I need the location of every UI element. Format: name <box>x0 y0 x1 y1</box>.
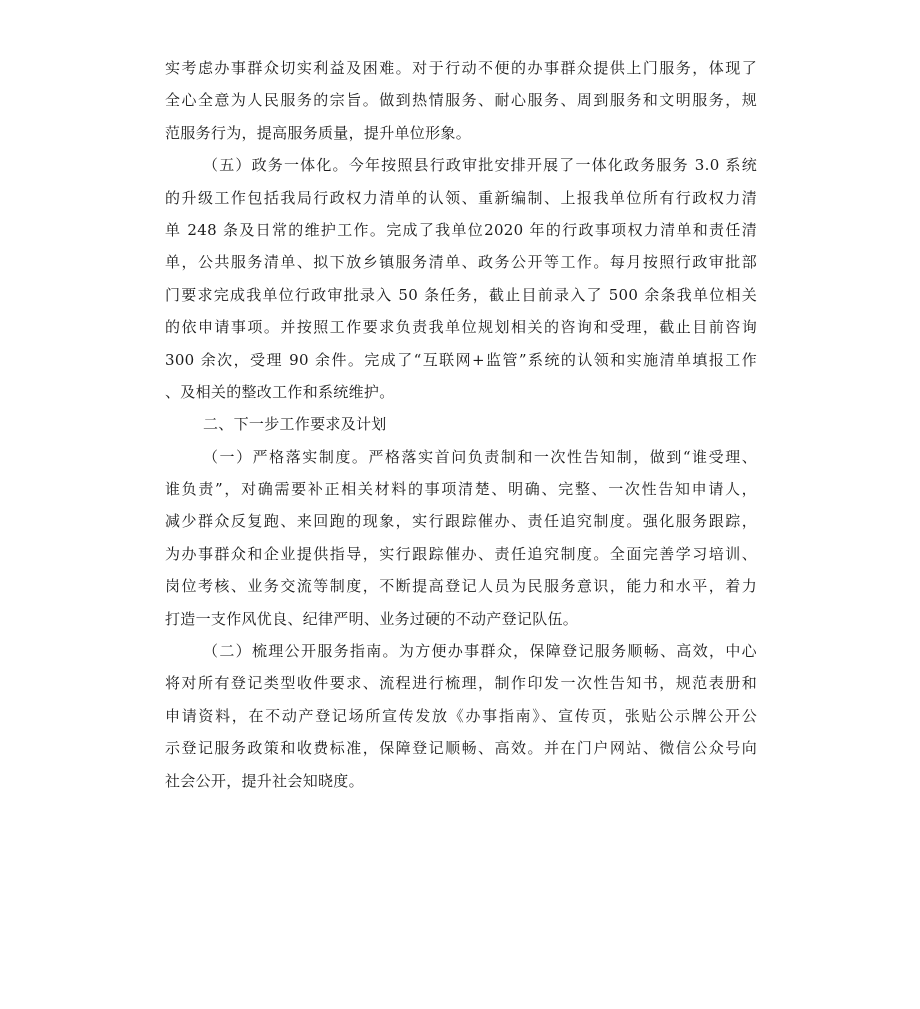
text-line: 打造一支作风优良、纪律严明、业务过硬的不动产登记队伍。 <box>165 609 579 628</box>
text-line: （一）严格落实制度。严格落实首问负责制和一次性告知制，做到“谁受理、 <box>203 447 757 466</box>
text-line: （二）梳理公开服务指南。为方便办事群众，保障登记服务顺畅、高效，中心 <box>203 642 757 661</box>
text-line: 社会公开，提升社会知晓度。 <box>165 771 364 790</box>
text-line: 为办事群众和企业提供指导，实行跟踪催办、责任追究制度。全面完善学习培训、 <box>165 544 757 563</box>
document-body <box>165 52 757 797</box>
text-line: 单，公共服务清单、拟下放乡镇服务清单、政务公开等工作。每月按照行政审批部 <box>165 253 757 272</box>
text-line: 的升级工作包括我局行政权力清单的认领、重新编制、上报我单位所有行政权力清 <box>165 188 757 207</box>
text-line: 的依申请事项。并按照工作要求负责我单位规划相关的咨询和受理，截止目前咨询 <box>165 318 757 337</box>
text-line: 全心全意为人民服务的宗旨。做到热情服务、耐心服务、周到服务和文明服务，规 <box>165 91 757 110</box>
text-line: 示登记服务政策和收费标准，保障登记顺畅、高效。并在门户网站、微信公众号向 <box>165 739 757 758</box>
text-line: 、及相关的整改工作和系统维护。 <box>165 382 395 401</box>
text-line: 单 248 条及日常的维护工作。完成了我单位2020 年的行政事项权力清单和责任清 <box>165 220 757 239</box>
text-line: 实考虑办事群众切实利益及困难。对于行动不便的办事群众提供上门服务，体现了 <box>165 59 757 77</box>
text-line: 申请资料，在不动产登记场所宣传发放《办事指南》、宣传页，张贴公示牌公开公 <box>165 706 757 725</box>
text-line: 范服务行为，提高服务质量，提升单位形象。 <box>165 123 472 142</box>
text-line: 岗位考核、业务交流等制度，不断提高登记人员为民服务意识，能力和水平，着力 <box>165 577 757 596</box>
text-line: 谁负责”，对确需要补正相关材料的事项清楚、明确、完整、一次性告知申请人， <box>165 480 757 499</box>
text-line: 减少群众反复跑、来回跑的现象，实行跟踪催办、责任追究制度。强化服务跟踪， <box>165 512 757 531</box>
text-line: 300 余次，受理 90 余件。完成了“互联网+监管”系统的认领和实施清单填报工作 <box>165 350 757 369</box>
text-line: 将对所有登记类型收件要求、流程进行梳理，制作印发一次性告知书，规范表册和 <box>165 674 757 693</box>
text-line: 门要求完成我单位行政审批录入 50 条任务，截止目前录入了 500 余条我单位相关 <box>165 285 757 304</box>
text-line: 二、下一步工作要求及计划 <box>203 415 387 434</box>
text-line: （五）政务一体化。今年按照县行政审批安排开展了一体化政务服务 3.0 系统 <box>203 156 757 175</box>
